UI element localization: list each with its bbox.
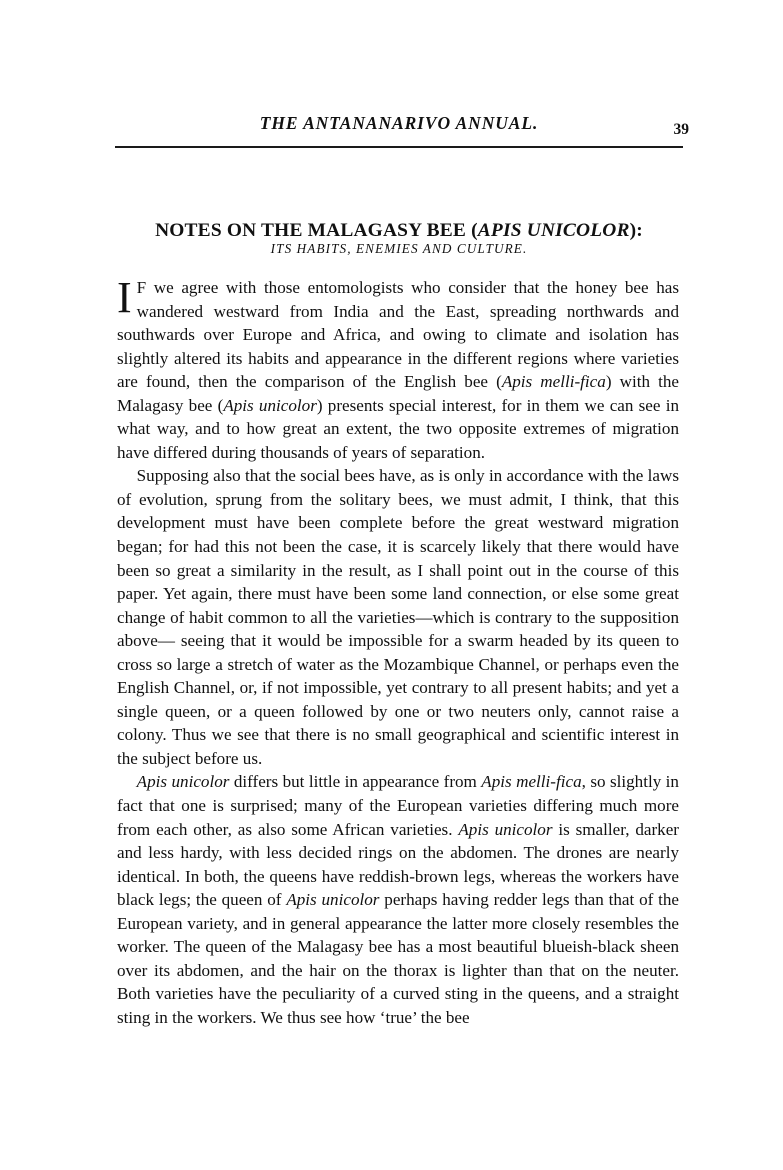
article-title: [115, 220, 683, 242]
species-apis-unicolor-3: Apis unicolor: [458, 819, 553, 839]
species-apis-mellifica-2: Apis melli-fica: [481, 772, 582, 792]
page-number: 39: [673, 121, 689, 138]
article-subtitle: ITS HABITS, ENEMIES AND CULTURE.: [270, 241, 528, 256]
header-rule: [115, 146, 683, 148]
paragraph-3-text-d: perhaps having redder legs than that of the European variety, and in general appearance the latter more closely resembles the worker. The queen of the Malagasy bee has a most beautiful blueish-black sheen over its abdomen, and the hair on the thorax is lighter than that on the neuter. Both varieties have the peculiarity of a curved sting in the queens, and a straight sting in the workers. We thus see how ‘true’ the bee: [117, 890, 680, 1027]
paragraph-2: [117, 464, 679, 770]
paragraph-1-text-c: ) presents special interest, for in them we can see in what way, and to how great an extent, the two opposite extremes of migration have differed during thousands of years of separation.: [117, 395, 679, 462]
species-apis-mellifica-1: Apis melli-fica: [501, 372, 606, 392]
paragraph-3-text-b: , so slightly in fact that one is surprised; many of the European varieties differing much more from each other, as also some African varieties.: [117, 772, 679, 839]
species-apis-unicolor-2: Apis unicolor: [136, 772, 230, 792]
paragraph-2-text: Supposing also that the social bees have, as is only in accordance with the laws of evolution, sprung from the solitary bees, we must admit, I think, that this development must have been complete before the great westward migration began; for had this not been the case, it is scarcely likely that there would have been so great a similarity in the result, as I shall point out in the course of this paper. Yet again, there must have been some land connection, or else some great change of habit common to all the varieties—which is contrary to the supposition above— seeing that it would be impossible for a swarm headed by its queen to cross so large a stretch of water as the Mozambique Channel, or perhaps even the English Channel, or, if not impossible, yet contrary to all present habits; and yet a single queen, or a queen followed by one or two neuters only, cannot raise a colony. Thus we see that there is no small geographical and scientific interest in the subject before us.: [117, 466, 679, 768]
paragraph-1-text-b: ) with the Malagasy bee (: [117, 372, 679, 415]
running-head: [115, 113, 689, 143]
paragraph-3-text-c: is smaller, darker and less hardy, with less decided rings on the abdomen. The drones are nearly identical. In both, the queens have reddish-brown legs, whereas the workers have black legs; the queen of: [117, 819, 679, 910]
species-apis-unicolor-4: Apis unicolor: [286, 890, 380, 910]
species-apis-unicolor-1: Apis unicolor: [223, 395, 317, 415]
body-text-column: [117, 273, 680, 1030]
article-title-species: APIS UNICOLOR: [477, 219, 630, 241]
drop-cap-i: I: [117, 273, 132, 322]
article-title-suffix: ):: [629, 219, 643, 241]
running-head-title: THE ANTANANARIVO ANNUAL.: [259, 113, 539, 133]
paragraph-1-text-a: F we agree with those entomologists who consider that the honey bee has wandered westward from India and the East, spreading northwards and southwards over Europe and Africa, and owing to climate and isolation has slightly altered its habits and appearance in the different regions where varieties are found, then the comparison of the English bee (: [117, 278, 679, 392]
paragraph-3: [117, 770, 679, 1029]
paragraph-3-text-a: differs but little in appearance from: [229, 772, 482, 792]
paragraph-1: [117, 273, 679, 464]
article-title-prefix: NOTES ON THE MALAGASY BEE (: [155, 219, 478, 241]
